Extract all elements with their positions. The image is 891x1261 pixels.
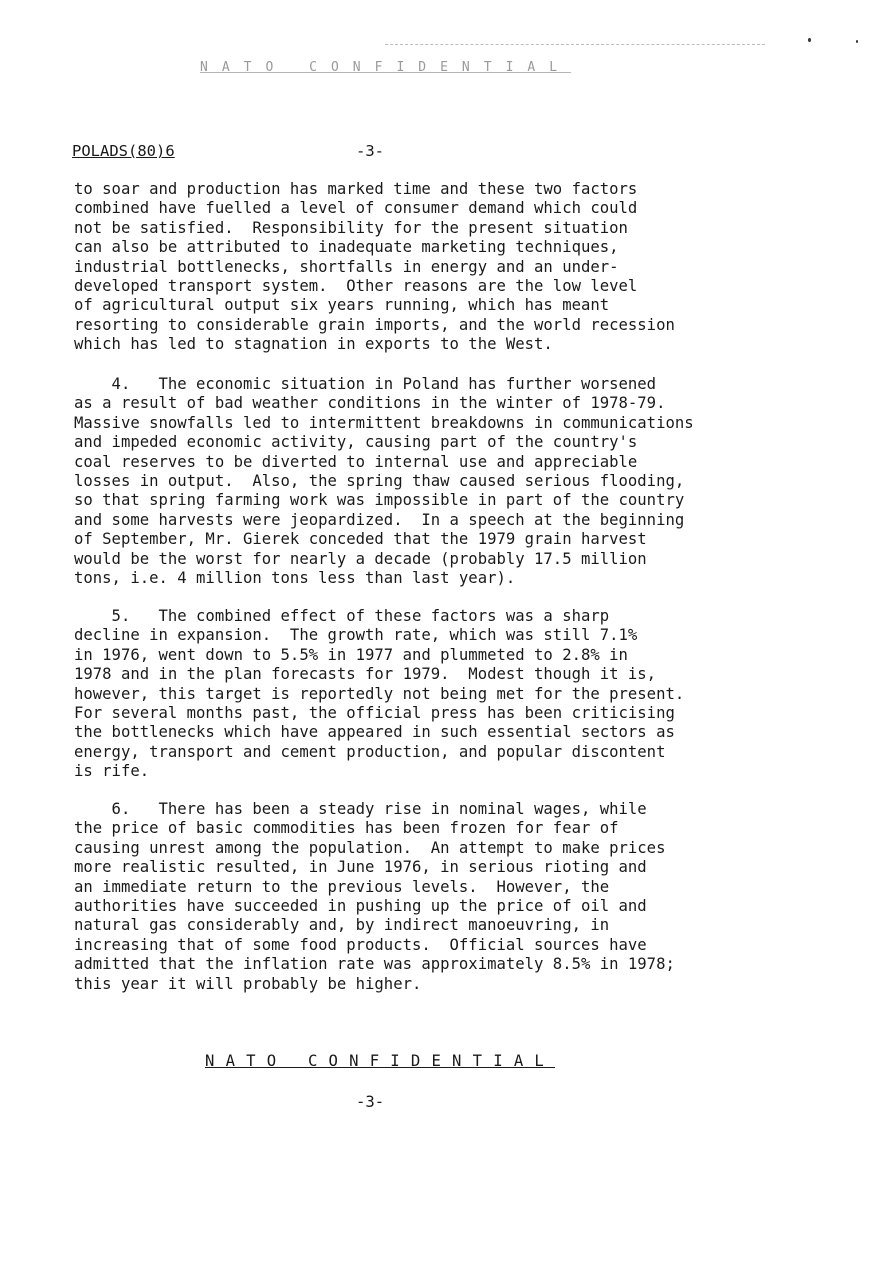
- footer-classification: NATO CONFIDENTIAL: [205, 1052, 555, 1070]
- page-reference-line: [72, 142, 384, 160]
- paragraph-5: 5. The combined effect of these factors was a sharp decline in expansion. The growth rate, which was still 7.1% in 1976, went down to 5.5% in 1977 and plummeted to 2.8% in 1978 and in the plan forecasts for 1979. Modest though it is, however, this target is reportedly not being met for the present. For several months past, the official press has been criticising the bottlenecks which have appeared in such essential sectors as energy, transport and cement production, and popular discontent is rife.: [74, 607, 685, 781]
- scan-speck: [856, 40, 858, 43]
- paragraph-continuation: to soar and production has marked time and these two factors combined have fuelled a level of consumer demand which could not be satisfied. Responsibility for the present situation can also be attributed to inadequate marketing techniques, industrial bottlenecks, shortfalls in energy and an under- developed transport system. Other reasons are the low level of agricultural output six years running, which has meant resorting to considerable grain imports, and the world recession which has led to stagnation in exports to the West.: [74, 180, 675, 354]
- paragraph-6: 6. There has been a steady rise in nominal wages, while the price of basic commodities has been frozen for fear of causing unrest among the population. An attempt to make prices more realistic resulted, in June 1976, in serious rioting and an immediate return to the previous levels. However, the authorities have succeeded in pushing up the price of oil and natural gas considerably and, by indirect manoeuvring, in increasing that of some food products. Official sources have admitted that the inflation rate was approximately 8.5% in 1978; this year it will probably be higher.: [74, 800, 675, 993]
- faint-classification-header: NATO CONFIDENTIAL: [200, 60, 572, 75]
- faint-header-rule: [385, 44, 765, 55]
- header-page-number: -3-: [356, 142, 384, 160]
- footer-page-number: -3-: [356, 1093, 385, 1111]
- scan-speck: [808, 38, 811, 42]
- document-reference: POLADS(80)6: [72, 142, 175, 160]
- paragraph-4: 4. The economic situation in Poland has further worsened as a result of bad weather conditions in the winter of 1978-79. Massive snowfalls led to intermittent breakdowns in communications and impeded economic activity, causing part of the country's coal reserves to be diverted to internal use and appreciable losses in output. Also, the spring thaw caused serious flooding, so that spring farming work was impossible in part of the country and some harvests were jeopardized. In a speech at the beginning of September, Mr. Gierek conceded that the 1979 grain harvest would be the worst for nearly a decade (probably 17.5 million tons, i.e. 4 million tons less than last year).: [74, 375, 694, 588]
